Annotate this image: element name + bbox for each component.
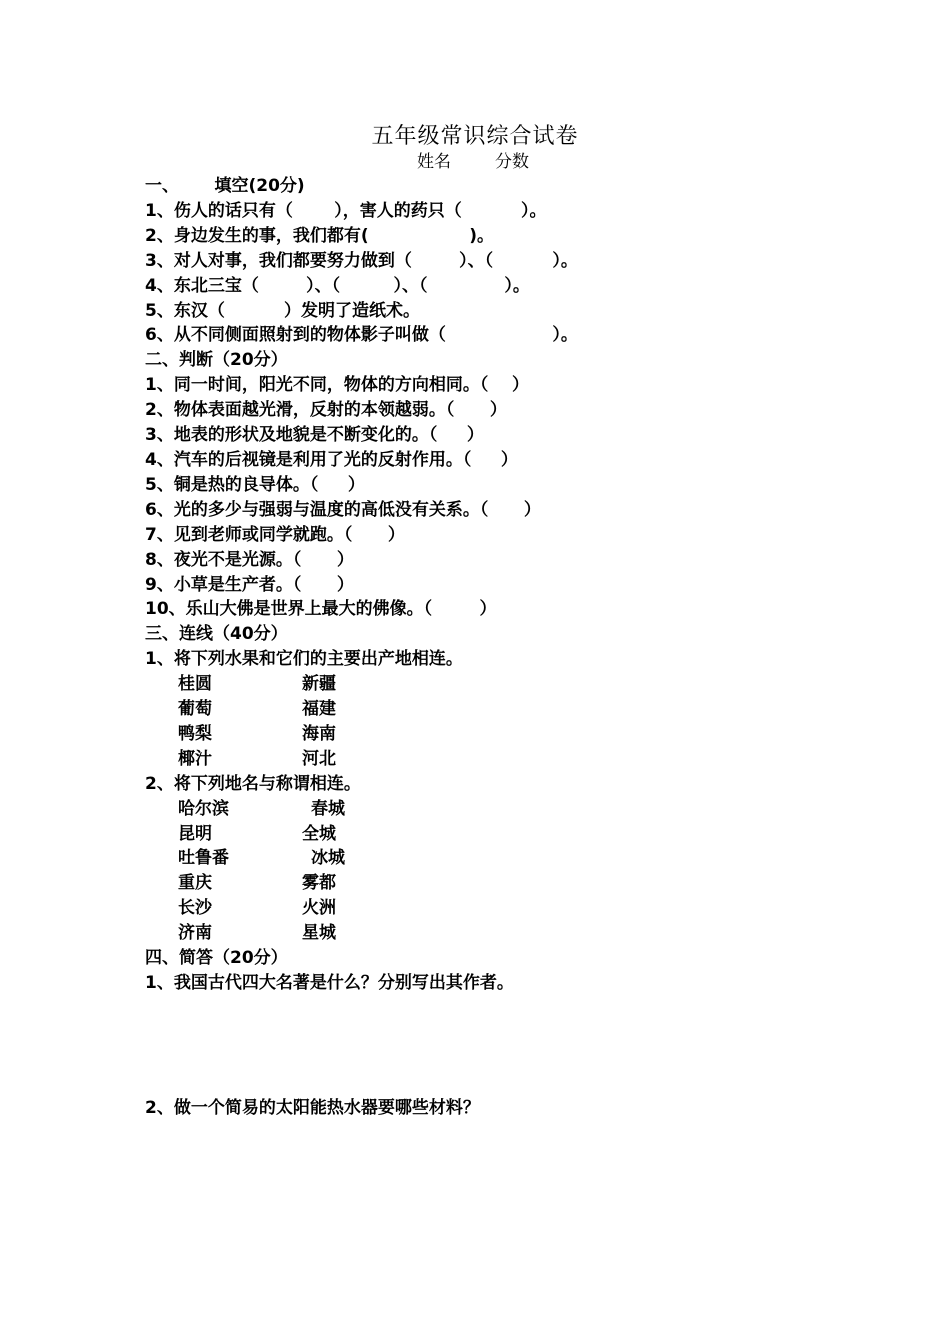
matching-left-item: 葡萄 bbox=[178, 699, 212, 720]
matching-left-item: 鸭梨 bbox=[178, 723, 212, 744]
matching-left-item: 重庆 bbox=[178, 873, 212, 894]
matching-row bbox=[145, 822, 845, 847]
matching-row bbox=[145, 871, 845, 896]
section-heading-fill-in: 一、 填空(20分) bbox=[145, 176, 305, 196]
name-score-line bbox=[417, 150, 529, 174]
fill-in-question: 2、身边发生的事，我们都有( )。 bbox=[145, 225, 494, 246]
matching-left-item: 长沙 bbox=[178, 898, 212, 919]
name-label: 姓名 bbox=[417, 152, 451, 172]
matching-right-item: 雾都 bbox=[302, 873, 336, 894]
true-false-question: 5、铜是热的良导体。（ ） bbox=[145, 474, 365, 495]
matching-prompt-places: 2、将下列地名与称谓相连。 bbox=[145, 773, 361, 794]
fill-in-question: 3、对人对事，我们都要努力做到（ ）、（ ）。 bbox=[145, 250, 578, 271]
fill-in-question: 1、伤人的话只有（ ），害人的药只（ ）。 bbox=[145, 200, 547, 221]
matching-row bbox=[145, 747, 845, 772]
true-false-question: 6、光的多少与强弱与温度的高低没有关系。（ ） bbox=[145, 499, 541, 520]
matching-right-item: 福建 bbox=[302, 699, 336, 720]
matching-right-item: 河北 bbox=[302, 748, 336, 769]
matching-left-item: 昆明 bbox=[178, 823, 212, 844]
matching-right-item: 海南 bbox=[302, 723, 336, 744]
short-answer-question: 1、我国古代四大名著是什么？分别写出其作者。 bbox=[145, 973, 514, 993]
matching-right-item: 全城 bbox=[302, 823, 336, 844]
matching-left-item: 桂圆 bbox=[178, 674, 212, 695]
matching-row bbox=[145, 896, 845, 921]
matching-left-item: 哈尔滨 bbox=[178, 798, 229, 819]
short-answer-question: 2、做一个简易的太阳能热水器要哪些材料？ bbox=[145, 1097, 480, 1118]
matching-row bbox=[145, 722, 845, 747]
page-title: 五年级常识综合试卷 bbox=[371, 124, 579, 149]
answer-space bbox=[145, 996, 845, 1096]
matching-left-item: 济南 bbox=[178, 923, 212, 944]
exam-content bbox=[145, 174, 845, 1121]
section-heading-true-false: 二、判断（20分） bbox=[145, 350, 288, 371]
matching-row bbox=[145, 846, 845, 871]
matching-row bbox=[145, 672, 845, 697]
matching-prompt-fruits: 1、将下列水果和它们的主要出产地相连。 bbox=[145, 649, 463, 670]
true-false-question: 3、地表的形状及地貌是不断变化的。（ ） bbox=[145, 425, 484, 446]
true-false-question: 4、汽车的后视镜是利用了光的反射作用。（ ） bbox=[145, 449, 518, 470]
matching-right-item: 春城 bbox=[311, 798, 345, 819]
matching-row bbox=[145, 697, 845, 722]
true-false-question: 7、见到老师或同学就跑。（ ） bbox=[145, 524, 405, 545]
fill-in-question: 4、东北三宝（ ）、（ ）、（ ）。 bbox=[145, 275, 530, 296]
score-label: 分数 bbox=[495, 152, 529, 172]
fill-in-question: 6、从不同侧面照射到的物体影子叫做（ ）。 bbox=[145, 325, 578, 346]
matching-right-item: 新疆 bbox=[302, 674, 336, 695]
matching-left-item: 椰汁 bbox=[178, 748, 212, 769]
true-false-question: 2、物体表面越光滑，反射的本领越弱。（ ） bbox=[145, 400, 507, 421]
matching-row bbox=[145, 921, 845, 946]
true-false-question: 9、小草是生产者。（ ） bbox=[145, 574, 354, 595]
true-false-question: 8、夜光不是光源。（ ） bbox=[145, 549, 354, 570]
matching-row bbox=[145, 797, 845, 822]
section-heading-short-answer: 四、简答（20分） bbox=[145, 948, 288, 969]
matching-right-item: 冰城 bbox=[311, 848, 345, 869]
matching-right-item: 星城 bbox=[302, 923, 336, 944]
matching-left-item: 吐鲁番 bbox=[178, 848, 229, 869]
true-false-question: 1、同一时间，阳光不同，物体的方向相同。（ ） bbox=[145, 375, 530, 396]
true-false-question: 10、乐山大佛是世界上最大的佛像。（ ） bbox=[145, 599, 497, 620]
fill-in-question: 5、东汉（ ）发明了造纸术。 bbox=[145, 300, 421, 321]
section-heading-matching: 三、连线（40分） bbox=[145, 624, 288, 645]
matching-right-item: 火洲 bbox=[302, 898, 336, 919]
